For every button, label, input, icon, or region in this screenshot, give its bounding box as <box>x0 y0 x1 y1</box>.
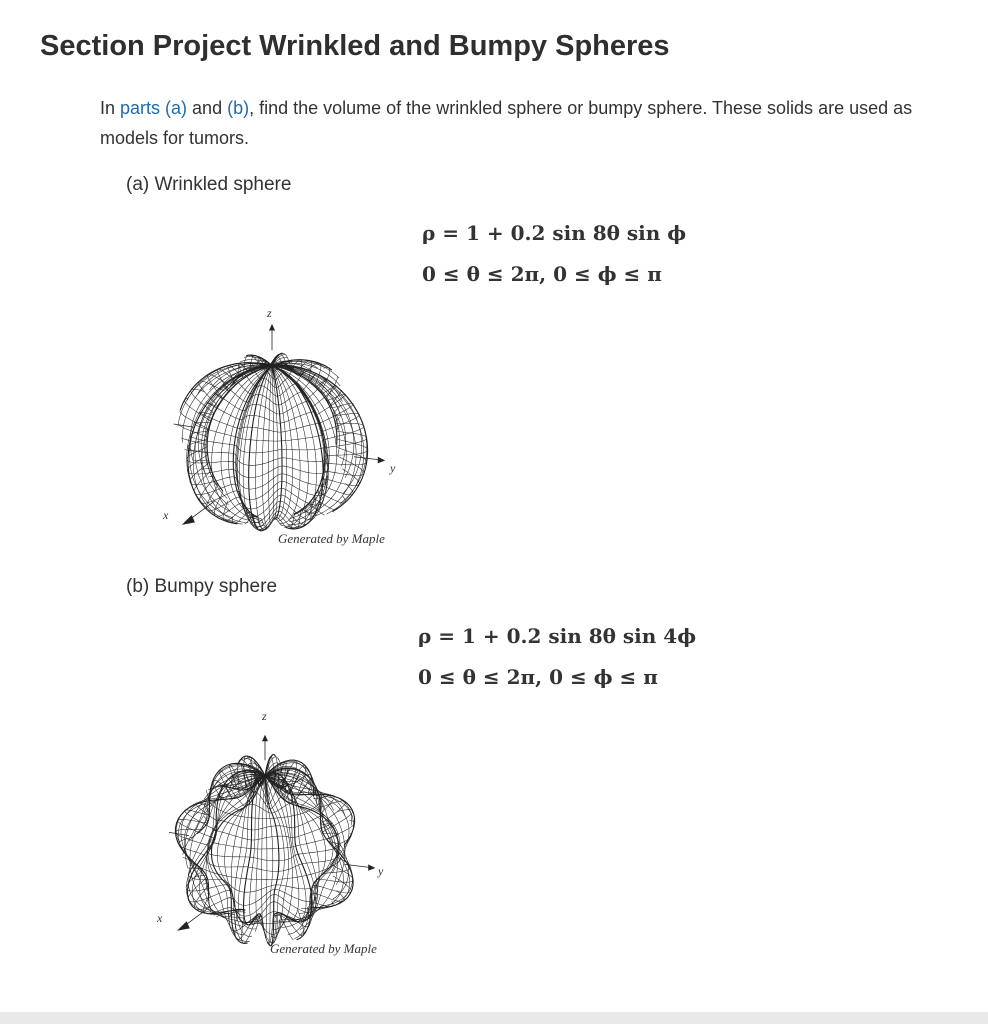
parts-b-link[interactable]: (b) <box>227 98 250 118</box>
bumpy-sphere-plot-icon <box>145 703 405 963</box>
figure-caption: Generated by Maple <box>270 941 377 956</box>
intro-middle: and <box>187 98 228 118</box>
part-b-bounds: 0 ≤ θ ≤ 2π, 0 ≤ ϕ ≤ π <box>418 665 658 689</box>
y-axis-label: y <box>390 461 396 475</box>
part-a-bounds: 0 ≤ θ ≤ 2π, 0 ≤ ϕ ≤ π <box>422 262 662 286</box>
x-axis-label: x <box>163 508 169 522</box>
intro-prefix: In <box>100 98 121 118</box>
page-title: Section Project Wrinkled and Bumpy Spheres <box>40 30 670 62</box>
z-axis-label: z <box>267 306 272 320</box>
sphere-mesh <box>178 353 368 531</box>
x-axis-label: x <box>157 911 163 925</box>
bottom-bar <box>0 1012 988 1024</box>
part-b-equation: ρ = 1 + 0.2 sin 8θ sin 4ϕ <box>418 624 697 648</box>
y-axis-label: y <box>378 864 384 878</box>
wrinkled-sphere-plot-icon <box>150 300 410 555</box>
z-axis-label: z <box>262 709 267 723</box>
part-b-label: (b) Bumpy sphere <box>126 576 278 597</box>
part-a-equation: ρ = 1 + 0.2 sin 8θ sin ϕ <box>422 221 687 245</box>
intro-suffix: , find the volume of the wrinkled sphere or bumpy sphere. These solids are used as models for tumors. <box>100 98 913 148</box>
bumpy-sphere-figure <box>145 703 405 963</box>
wrinkled-sphere-figure <box>150 300 410 555</box>
parts-a-link[interactable]: parts (a) <box>120 98 188 118</box>
figure-caption: Generated by Maple <box>278 531 385 546</box>
intro-paragraph <box>100 93 920 153</box>
part-a-label: (a) Wrinkled sphere <box>126 174 292 195</box>
sphere-mesh <box>175 754 354 945</box>
